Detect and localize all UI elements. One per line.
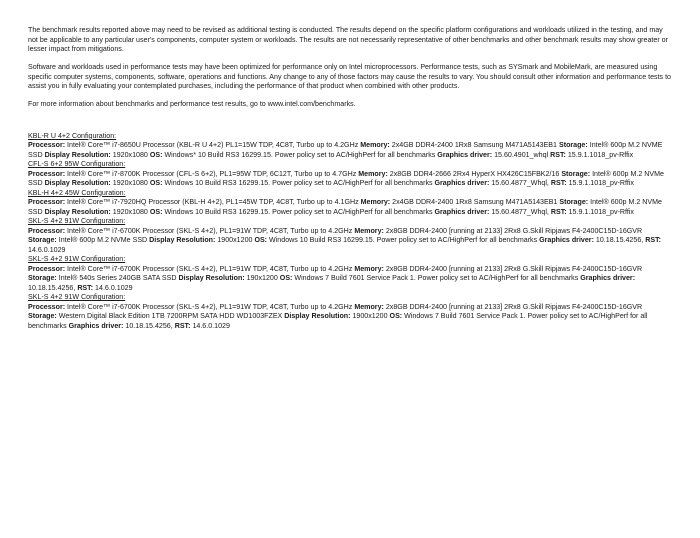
config-label-graphics: Graphics driver: (434, 207, 490, 216)
config-label-rst: RST: (77, 283, 94, 292)
config-value-memory: 2x4GB DDR4-2400 1Rx8 Samsung M471A5143EB1 (390, 198, 560, 207)
config-title: KBL-H 4+2 45W Configuration: (28, 188, 126, 197)
config-label-os: OS: (149, 150, 163, 159)
config-value-storage: Intel® 540s Series 240GB SATA SSD (56, 274, 179, 283)
config-label-rst: RST: (550, 150, 566, 159)
config-value-display: 1920x1080 (110, 150, 150, 159)
config-label-memory: Memory: (360, 198, 391, 207)
config-value-processor: Intel® Core™ i7-8650U Processor (KBL-R U 4+2) PL1=15W TDP, 4C8T, Turbo up to 4.2GHz (65, 141, 361, 150)
config-label-storage: Storage: (558, 141, 588, 150)
config-value-rst: 15.9.1.1018_pv-Rffix (565, 150, 634, 159)
config-value-storage: Intel® 600p M.2 NVMe SSD (28, 198, 662, 216)
config-value-os: Windows* 10 Build RS3 16299.15. Power policy set to AC/HighPerf for all benchmarks (162, 150, 438, 159)
config-title: SKL-S 4+2 91W Configuration: (28, 293, 126, 302)
config-value-os: Windows 7 Build 7601 Service Pack 1. Power policy set to AC/HighPerf for all benchmarks (28, 312, 648, 330)
config-label-display: Display Resolution: (44, 150, 111, 159)
config-details (28, 227, 672, 256)
config-block-skl-s-sata-ssd (28, 255, 672, 293)
config-value-graphics: 10.18.15.4256, (123, 321, 175, 330)
config-block-cfl-s (28, 160, 672, 189)
config-label-os: OS: (149, 207, 163, 216)
config-label-display: Display Resolution: (44, 179, 111, 188)
config-value-storage: Intel® 600p M.2 NVMe SSD (56, 236, 150, 245)
config-value-memory: 2x4GB DDR4-2400 1Rx8 Samsung M471A5143EB1 (389, 141, 559, 150)
config-value-rst: 14.6.0.1029 (93, 283, 133, 292)
config-label-processor: Processor: (28, 198, 66, 207)
disclaimer-paragraph-software: Software and workloads used in performance tests may have been optimized for performance only on Intel microprocessors. Performance tests, such as SYSmark and MobileMark, are measured using specific computer systems, components, software, operations and functions. Any change to any of those factors may cause the results to vary. You should consult other information and performance tests to assist you in fully evaluating your contemplated purchases, including the performance of that product when combined with other products. (28, 63, 671, 91)
config-label-storage: Storage: (28, 274, 57, 283)
config-value-os: Windows 10 Build RS3 16299.15. Power policy set to AC/HighPerf for all benchmarks (162, 207, 435, 216)
config-label-os: OS: (254, 236, 268, 245)
config-title: SKL-S 4+2 91W Configuration: (28, 255, 126, 264)
config-label-display: Display Resolution: (44, 207, 111, 216)
config-block-skl-s-nvme (28, 217, 672, 255)
config-label-graphics: Graphics driver: (539, 236, 594, 245)
config-label-memory: Memory: (360, 141, 390, 150)
config-label-os: OS: (279, 274, 293, 283)
config-value-processor: Intel® Core™ i7-6700K Processor (SKL-S 4+2), PL1=91W TDP, 4C8T, Turbo up to 4.2GHz (65, 302, 355, 311)
config-value-rst: 15.9.1.1018_pv-Rffix (566, 207, 634, 216)
config-label-display: Display Resolution: (149, 236, 216, 245)
config-value-display: 1900x1200 (215, 236, 255, 245)
config-value-memory: 2x8GB DDR4-2666 2Rx4 HyperX HX426C15FBK2/16 (387, 169, 562, 178)
config-label-storage: Storage: (561, 169, 591, 178)
config-value-os: Windows 7 Build 7601 Service Pack 1. Power policy set to AC/HighPerf for all benchmarks (292, 274, 581, 283)
config-label-processor: Processor: (28, 226, 66, 235)
config-label-graphics: Graphics driver: (437, 150, 493, 159)
config-value-rst: 14.6.0.1029 (28, 245, 66, 254)
config-label-processor: Processor: (28, 169, 66, 178)
config-label-processor: Processor: (28, 264, 66, 273)
config-block-skl-s-hdd (28, 293, 672, 331)
config-block-kbl-h (28, 189, 672, 218)
config-value-graphics: 10.18.15.4256, (593, 236, 646, 245)
config-label-memory: Memory: (354, 264, 384, 273)
config-value-processor: Intel® Core™ i7-6700K Processor (SKL-S 4+2), PL1=91W TDP, 4C8T, Turbo up to 4.2GHz (65, 264, 355, 273)
config-label-display: Display Resolution: (284, 312, 351, 321)
config-label-memory: Memory: (354, 302, 384, 311)
configuration-list (28, 132, 672, 332)
config-value-storage: Intel® 600p M.2 NVMe SSD (28, 169, 664, 188)
config-label-processor: Processor: (28, 141, 66, 150)
config-label-memory: Memory: (354, 226, 384, 235)
config-label-os: OS: (389, 312, 403, 321)
config-label-graphics: Graphics driver: (434, 179, 490, 188)
config-details (28, 141, 672, 160)
config-details (28, 170, 672, 189)
config-label-processor: Processor: (28, 302, 66, 311)
config-label-memory: Memory: (358, 169, 388, 178)
disclaimer-paragraph-more-info: For more information about benchmarks and performance test results, go to www.intel.com/benchmarks. (28, 100, 356, 109)
config-label-rst: RST: (550, 207, 567, 216)
config-value-storage: Western Digital Black Edition 1TB 7200RPM SATA HDD WD1003FZEX (56, 312, 285, 321)
config-title: CFL-S 6+2 95W Configuration: (28, 160, 126, 169)
config-title: KBL-R U 4+2 Configuration: (28, 131, 117, 140)
disclaimer-paragraph-results: The benchmark results reported above may need to be revised as additional testing is conducted. The results depend on the specific platform configurations and workloads utilized in the testing, and may not be applicable to any particular user's components, computer system or workloads. The results are not necessarily representative of other benchmarks and other benchmark results may show greater or lesser impact from mitigations. (28, 26, 668, 53)
config-label-storage: Storage: (559, 198, 589, 207)
config-value-display: 1920x1080 (110, 207, 150, 216)
config-label-graphics: Graphics driver: (68, 321, 124, 330)
config-value-processor: Intel® Core™ i7-8700K Processor (CFL-S 6+2), PL1=95W TDP, 6C12T, Turbo up to 4.7GHz (65, 169, 359, 178)
config-label-graphics: Graphics driver: (580, 274, 636, 283)
config-details (28, 303, 672, 332)
config-value-processor: Intel® Core™ i7-6700K Processor (SKL-S 4+2), PL1=91W TDP, 4C8T, Turbo up to 4.2GHz (65, 226, 355, 235)
config-value-graphics: 15.60.4877_Whql, (489, 179, 551, 188)
config-value-graphics: 10.18.15.4256, (28, 283, 78, 292)
config-value-display: 1900x1200 (350, 312, 390, 321)
config-details (28, 265, 672, 294)
config-label-os: OS: (149, 179, 163, 188)
config-value-graphics: 15.60.4877_Whql, (489, 207, 551, 216)
config-label-rst: RST: (645, 236, 661, 245)
config-value-storage: Intel® 600p M.2 NVME SSD (28, 141, 663, 159)
config-label-rst: RST: (174, 321, 191, 330)
config-value-graphics: 15.60.4901_whql (492, 150, 551, 159)
config-value-rst: 15.9.1.1018_pv-Rffix (566, 179, 634, 188)
config-value-memory: 2x8GB DDR4-2400 [running at 2133] 2Rx8 G.Skill Ripjaws F4-2400C15D-16GVR (383, 226, 643, 235)
config-label-storage: Storage: (28, 236, 57, 245)
config-value-memory: 2x8GB DDR4-2400 [running at 2133] 2Rx8 G.Skill Ripjaws F4-2400C15D-16GVR (383, 302, 643, 311)
config-label-storage: Storage: (28, 312, 57, 321)
config-value-os: Windows 10 Build RS3 16299.15. Power policy set to AC/HighPerf for all benchmarks (162, 179, 435, 188)
config-label-display: Display Resolution: (178, 274, 245, 283)
config-value-rst: 14.6.0.1029 (190, 321, 230, 330)
config-details (28, 198, 672, 217)
config-title: SKL-S 4+2 91W Configuration: (28, 217, 126, 226)
config-label-rst: RST: (550, 179, 567, 188)
config-value-memory: 2x8GB DDR4-2400 [running at 2133] 2Rx8 G.Skill Ripjaws F4-2400C15D-16GVR (383, 264, 643, 273)
config-value-os: Windows 10 Build RS3 16299.15. Power policy set to AC/HighPerf for all benchmarks (267, 236, 540, 245)
config-block-kbl-r (28, 132, 672, 161)
config-value-display: 1920x1080 (110, 179, 150, 188)
config-value-display: 190x1200 (244, 274, 280, 283)
config-value-processor: Intel® Core™ i7-7920HQ Processor (KBL-H 4+2), PL1=45W TDP, 4C8T, Turbo up to 4.1GHz (65, 198, 361, 207)
